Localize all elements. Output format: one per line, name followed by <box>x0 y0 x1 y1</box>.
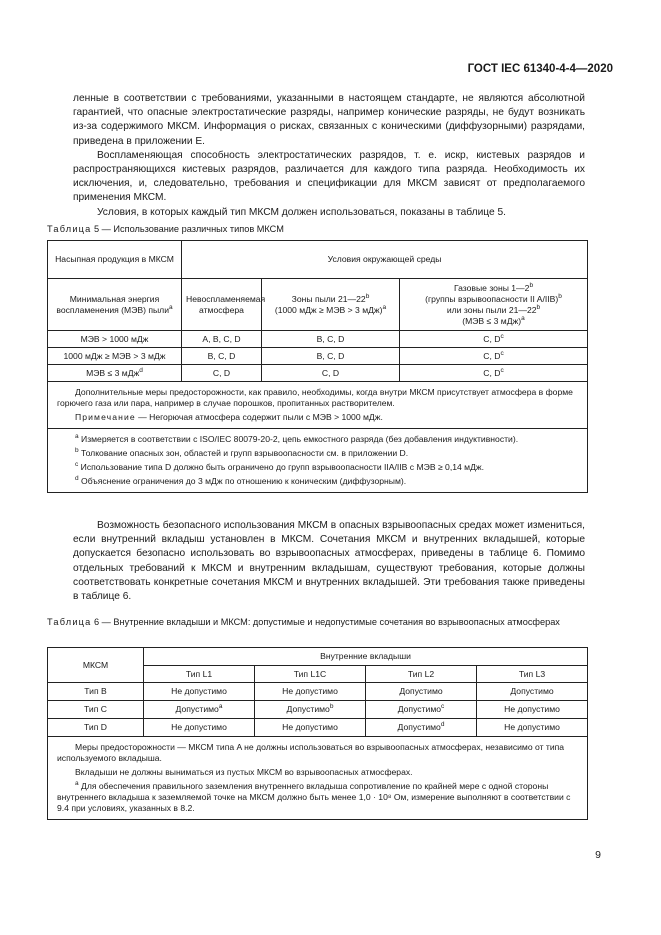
t6-head-liners: Внутренние вкладыши <box>144 648 588 666</box>
table-row <box>48 331 588 348</box>
paragraph-3: Условия, в которых каждый тип МКСМ должен использоваться, показаны в таблице 5. <box>97 206 506 218</box>
t6-head-l2: Тип L2 <box>366 666 477 683</box>
t5-cell: C, $D^c$ <box>400 331 588 348</box>
t5-cell: B, C, D <box>262 331 400 348</box>
t6-cell: Не допустимо <box>144 719 255 737</box>
t6-cell: Не допустимо <box>255 719 366 737</box>
table6-caption-text: 6 — Внутренние вкладыши и МКСМ: допустимые и недопустимые сочетания во взрывоопасных атмосферах <box>91 617 560 627</box>
t6-footnote-a: $^a$ Для обеспечения правильного заземления внутреннего вкладыша сопротивление по крайней мере с одной стороны внутреннего вкладыша к заземляемой точке на МКСМ должно быть менее 1,0 · 10⁸ Ом, измерение выполняют в соответствии с 9.4 при условиях, указанных в 8.2. <box>57 780 571 813</box>
table6-caption-label: Таблица <box>47 617 92 627</box>
t6-note-2: Вкладыши не должны выниматься из пустых МКСМ во взрывоопасных атмосферах. <box>75 767 413 777</box>
t5-head-nonflam: Невоспламеняемая атмосфера <box>182 279 262 331</box>
t6-cell: Допустимо <box>477 683 588 701</box>
t5-head-product: Насыпная продукция в МКСМ <box>48 241 182 279</box>
table5-caption-label: Таблица <box>47 224 92 234</box>
t5-notes <box>48 382 588 429</box>
t6-head-l1: Тип L1 <box>144 666 255 683</box>
table5-caption-text: 5 — Использование различных типов МКСМ <box>91 224 284 234</box>
standard-header: ГОСТ IEC 61340-4-4—2020 <box>467 63 613 75</box>
t5-cell: МЭВ ≤ 3 мДж$^d$ <box>48 365 182 382</box>
t6-cell: Допустимо$^b$ <box>255 701 366 719</box>
t5-cell: C, D <box>182 365 262 382</box>
t5-cell: 1000 мДж ≥ МЭВ > 3 мДж <box>48 348 182 365</box>
t6-cell: Тип B <box>48 683 144 701</box>
table-row <box>48 719 588 737</box>
t5-cell: МЭВ > 1000 мДж <box>48 331 182 348</box>
t5-footnotes <box>48 429 588 493</box>
body-text-top <box>73 92 585 220</box>
table-row <box>48 348 588 365</box>
table-row <box>48 683 588 701</box>
t6-note-1: Меры предосторожности — МКСМ типа A не должны использоваться во взрывоопасных атмосферах, независимо от типа используемого вкладыша. <box>57 742 565 763</box>
t6-notes <box>48 737 588 820</box>
t5-cell: A, B, C, D <box>182 331 262 348</box>
t6-cell: Не допустимо <box>255 683 366 701</box>
t6-cell: Допустимо$^c$ <box>366 701 477 719</box>
t5-cell: B, C, D <box>182 348 262 365</box>
table6-caption <box>47 616 587 628</box>
t5-head-mie: Минимальная энергия воспламенения (МЭВ) пыли$^a$ <box>48 279 182 331</box>
t5-footnote-b: $^b$ Толкование опасных зон, областей и групп взрывоопасности см. в приложении D. <box>75 447 409 458</box>
table5-caption <box>47 223 587 235</box>
t5-head-dust: Зоны пыли 21—22$^b$ (1000 мДж ≥ МЭВ > 3 мДж)$^a$ <box>262 279 400 331</box>
paragraph-4: Возможность безопасного использования МКСМ в опасных взрывоопасных средах может измениться, если внутренний вкладыш установлен в МКСМ. Сочетания МКСМ и внутренних вкладышей, которые допускается безопасно использовать во взрывоопасных атмосферах, приведены в таблице 6. Помимо отдельных требований к МКСМ и внутренним вкладышам, существуют требования, которые должны соответствовать конкретные сочетания МКСМ и внутренних вкладышей. Эти требования также приведены в таблице 6. <box>73 520 585 603</box>
t6-head-l1c: Тип L1C <box>255 666 366 683</box>
t6-cell: Допустимо$^a$ <box>144 701 255 719</box>
t5-cell: C, $D^c$ <box>400 348 588 365</box>
t6-cell: Тип C <box>48 701 144 719</box>
t5-footnote-d: $^d$ Объяснение ограничения до 3 мДж по отношению к коническим (диффузорным). <box>75 475 407 486</box>
t5-cell: C, D <box>262 365 400 382</box>
t6-cell: Тип D <box>48 719 144 737</box>
t6-head-l3: Тип L3 <box>477 666 588 683</box>
t5-head-gas: Газовые зоны 1—2$^b$ (группы взрывоопасности II A/IIB)$^b$ или зоны пыли 21—22$^b$ (МЭВ ≤ 3 мДж)$^a$ <box>400 279 588 331</box>
t5-footnote-a: $^a$ Измеряется в соответствии с ISO/IEC 80079-20-2, цепь емкостного разряда (без добавления индуктивности). <box>75 433 519 444</box>
t6-cell: Допустимо <box>366 683 477 701</box>
t5-head-conditions: Условия окружающей среды <box>182 241 588 279</box>
t6-cell: Допустимо$^d$ <box>366 719 477 737</box>
t6-cell: Не допустимо <box>477 701 588 719</box>
t5-precaution: Дополнительные меры предосторожности, как правило, необходимы, когда внутри МКСМ присутствует атмосфера в форме горючего газа или пара, например в случае порошков, пропитанных растворителем. <box>57 387 573 408</box>
t5-note: Примечание — Негорючая атмосфера содержит пыли с МЭВ > 1000 мДж. <box>75 412 383 422</box>
table-row <box>48 701 588 719</box>
page-number: 9 <box>595 849 601 861</box>
table-5 <box>47 240 588 493</box>
paragraph-2: Воспламеняющая способность электростатических разрядов, т. е. искр, кистевых разрядов и распространяющихся кистевых разрядов, различается для каждого типа разряда. Необходимость их исключения, и, следовательно, требования и спецификации для МКСМ зависят от предполагаемого применения МКСМ. <box>73 149 585 204</box>
t6-cell: Не допустимо <box>144 683 255 701</box>
paragraph-1: ленные в соответствии с требованиями, указанными в настоящем стандарте, не являются абсолютной гарантией, что опасные электростатические разряды, например конические разряды, не будут возникать из-за содержимого МКСМ. Информация о рисках, связанных с коническими (диффузорными) разрядами, приведена в приложении Е. <box>73 93 585 147</box>
t6-cell: Не допустимо <box>477 719 588 737</box>
table-row <box>48 365 588 382</box>
t6-head-ibc: МКСМ <box>48 648 144 683</box>
body-text-middle <box>73 519 585 604</box>
t5-cell: C, $D^c$ <box>400 365 588 382</box>
t5-footnote-c: $^c$ Использование типа D должно быть ограничено до групп взрывоопасности IIA/IIB с МЭВ ≥ 0,14 мДж. <box>75 461 485 472</box>
table-6 <box>47 647 588 820</box>
t5-cell: B, C, D <box>262 348 400 365</box>
